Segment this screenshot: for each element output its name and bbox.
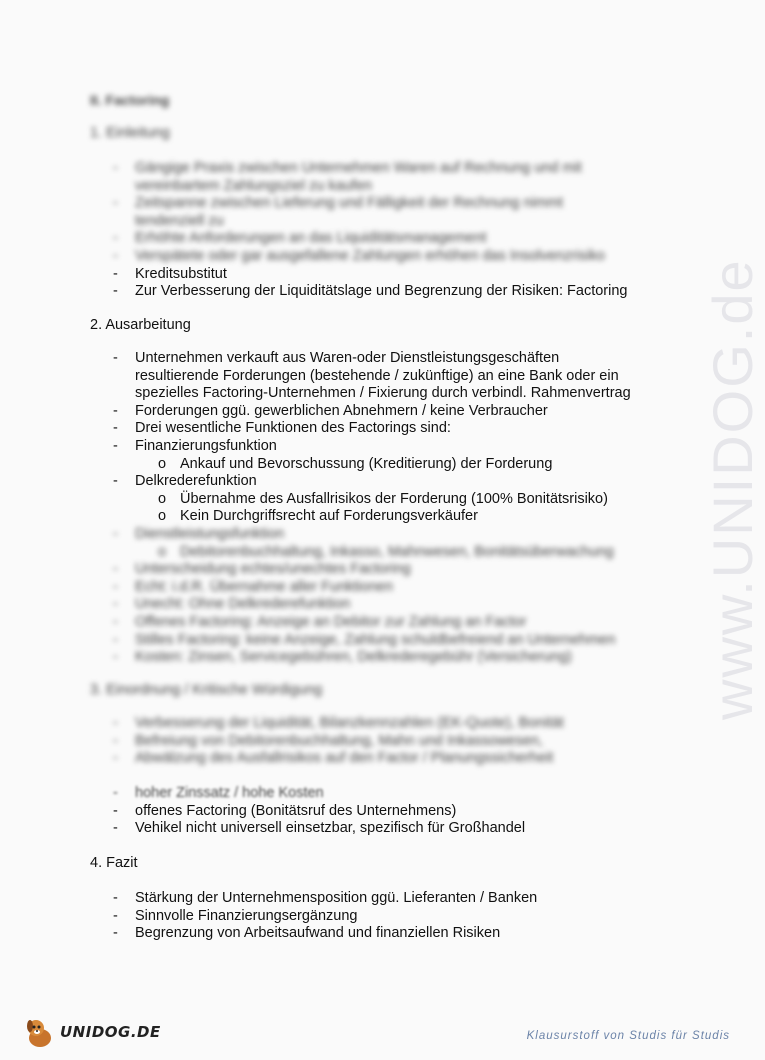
list-item: - Zeitspanne zwischen Lieferung und Fälligkeit der Rechnung nimmt [0,195,720,213]
section-heading-3: 3. Einordnung / Kritische Würdigung [90,682,323,698]
section-heading-1: 1. Einleitung [90,125,170,141]
sub-list-item: o Ankauf und Bevorschussung (Kreditierung) der Forderung [0,456,720,474]
list-item: - Befreiung von Debitorenbuchhaltung, Mahn und Inkassowesen, [0,733,720,751]
list-item: - Unterscheidung echtes/unechtes Factoring [0,561,720,579]
sub-list-item: o Kein Durchgriffsrecht auf Forderungsverkäufer [0,508,720,526]
list-item: - Kreditsubstitut [0,266,720,284]
list-item: - hoher Zinssatz / hohe Kosten [0,785,720,803]
list-item: - Sinnvolle Finanzierungsergänzung [0,908,720,926]
unidog-logo [22,1014,161,1050]
footer-tagline: Klausurstoff von Studis für Studis [526,1030,730,1042]
list-item: - Unecht: Ohne Delkrederefunktion [0,596,720,614]
section-3-list-b [0,785,720,838]
list-item: - Finanzierungsfunktion [0,438,720,456]
page-title: II. Factoring [90,92,170,108]
list-item: - Stärkung der Unternehmensposition ggü. Lieferanten / Banken [0,890,720,908]
list-item: - Abwälzung des Ausfallrisikos auf den Factor / Planungssicherheit [0,750,720,768]
list-item: - Echt: i.d.R. Übernahme aller Funktionen [0,579,720,597]
list-item-text: tendenziell zu [135,212,224,229]
list-item: - offenes Factoring (Bonitätsruf des Unternehmens) [0,803,720,821]
dog-icon [22,1014,58,1050]
list-item: - Vehikel nicht universell einsetzbar, spezifisch für Großhandel [0,820,720,838]
section-3-list [0,715,720,768]
list-item: - Drei wesentliche Funktionen des Factorings sind: [0,420,720,438]
section-4-list [0,890,720,943]
section-heading-2: 2. Ausarbeitung [90,317,191,333]
list-item: - Verspätete oder gar ausgefallene Zahlungen erhöhen das Insolvenzrisiko [0,248,720,266]
list-item: - Verbesserung der Liquidität, Bilanzkennzahlen (EK-Quote), Bonität [0,715,720,733]
sub-list-item: o Debitorenbuchhaltung, Inkasso, Mahnwesen, Bonitätsüberwachung [0,544,720,562]
section-1-list [0,160,720,301]
section-heading-4: 4. Fazit [90,855,138,871]
section-2-list [0,350,720,667]
list-item-cont [0,368,720,386]
watermark: www.UNIDOG.de [701,258,764,720]
list-item: - Offenes Factoring: Anzeige an Debitor zur Zahlung an Factor [0,614,720,632]
list-item: - Kosten: Zinsen, Servicegebühren, Delkrederegebühr (Versicherung) [0,649,720,667]
list-item-cont [0,213,720,231]
list-item-cont [0,385,720,403]
list-item-text: spezielles Factoring-Unternehmen / Fixierung durch verbindl. Rahmenvertrag [135,385,631,402]
list-item: - Zur Verbesserung der Liquiditätslage und Begrenzung der Risiken: Factoring [0,283,720,301]
list-item: - Forderungen ggü. gewerblichen Abnehmern / keine Verbraucher [0,403,720,421]
logo-text: UNIDOG.DE [60,1023,161,1041]
list-item: - Dienstleistungsfunktion [0,526,720,544]
list-item: - Stilles Factoring: keine Anzeige, Zahlung schuldbefreiend an Unternehmen [0,632,720,650]
list-item: - Erhöhte Anforderungen an das Liquiditätsmanagement [0,230,720,248]
sub-list-item: o Übernahme des Ausfallrisikos der Forderung (100% Bonitätsrisiko) [0,491,720,509]
list-item: - Unternehmen verkauft aus Waren-oder Dienstleistungsgeschäften [0,350,720,368]
list-item: - Begrenzung von Arbeitsaufwand und finanziellen Risiken [0,925,720,943]
list-item-text: vereinbartem Zahlungsziel zu kaufen [135,177,372,194]
list-item: - Gängige Praxis zwischen Unternehmen Waren auf Rechnung und mit [0,160,720,178]
list-item: - Delkrederefunktion [0,473,720,491]
list-item-cont [0,178,720,196]
list-item-text: resultierende Forderungen (bestehende / zukünftige) an eine Bank oder ein [135,367,619,384]
